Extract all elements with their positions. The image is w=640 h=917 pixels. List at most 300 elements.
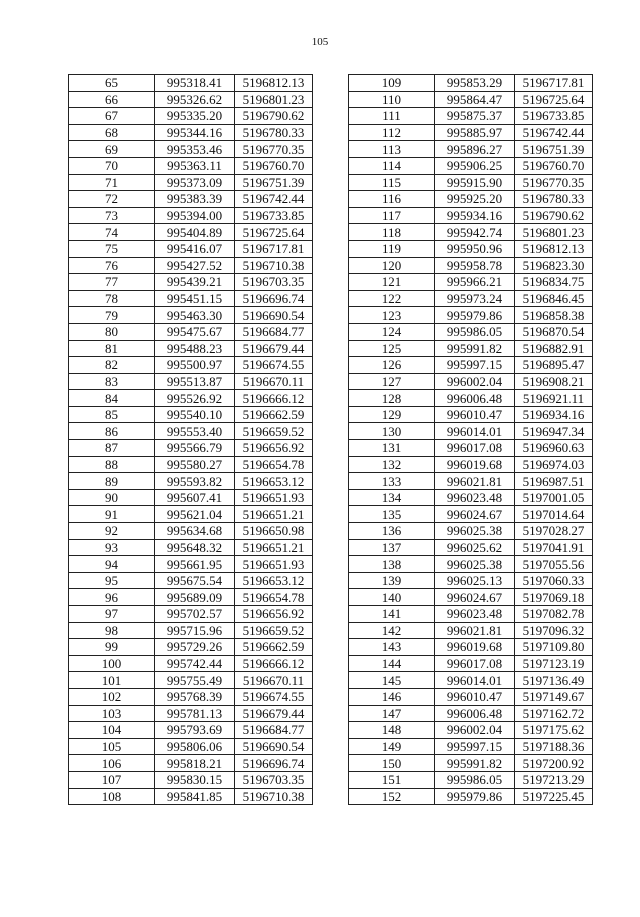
point-number-cell: 119 (349, 240, 435, 257)
table-row (69, 556, 313, 573)
y-coordinate-cell: 5197123.19 (515, 655, 593, 672)
table-row (349, 755, 593, 772)
y-coordinate-cell: 5196654.78 (235, 589, 313, 606)
x-coordinate-cell: 995648.32 (155, 539, 235, 556)
y-coordinate-cell: 5196733.85 (235, 207, 313, 224)
point-number-cell: 106 (69, 755, 155, 772)
table-row (69, 622, 313, 639)
x-coordinate-cell: 995958.78 (435, 257, 515, 274)
point-number-cell: 130 (349, 423, 435, 440)
point-number-cell: 87 (69, 440, 155, 457)
table-row (349, 91, 593, 108)
x-coordinate-cell: 996006.48 (435, 705, 515, 722)
y-coordinate-cell: 5197162.72 (515, 705, 593, 722)
point-number-cell: 146 (349, 688, 435, 705)
y-coordinate-cell: 5196823.30 (515, 257, 593, 274)
table-row (349, 489, 593, 506)
point-number-cell: 89 (69, 473, 155, 490)
table-row (349, 75, 593, 92)
y-coordinate-cell: 5196684.77 (235, 323, 313, 340)
point-number-cell: 132 (349, 456, 435, 473)
y-coordinate-cell: 5196725.64 (235, 224, 313, 241)
x-coordinate-cell: 995353.46 (155, 141, 235, 158)
point-number-cell: 103 (69, 705, 155, 722)
y-coordinate-cell: 5196742.44 (515, 124, 593, 141)
x-coordinate-cell: 995580.27 (155, 456, 235, 473)
x-coordinate-cell: 995451.15 (155, 290, 235, 307)
y-coordinate-cell: 5196974.03 (515, 456, 593, 473)
y-coordinate-cell: 5196895.47 (515, 357, 593, 374)
table-row (69, 340, 313, 357)
y-coordinate-cell: 5196653.12 (235, 473, 313, 490)
y-coordinate-cell: 5196710.38 (235, 257, 313, 274)
y-coordinate-cell: 5197213.29 (515, 771, 593, 788)
y-coordinate-cell: 5196656.92 (235, 440, 313, 457)
table-row (69, 406, 313, 423)
point-number-cell: 114 (349, 157, 435, 174)
point-number-cell: 79 (69, 307, 155, 324)
point-number-cell: 131 (349, 440, 435, 457)
point-number-cell: 142 (349, 622, 435, 639)
point-number-cell: 121 (349, 274, 435, 291)
table-row (349, 240, 593, 257)
table-row (349, 771, 593, 788)
point-number-cell: 81 (69, 340, 155, 357)
y-coordinate-cell: 5196882.91 (515, 340, 593, 357)
point-number-cell: 97 (69, 606, 155, 623)
x-coordinate-cell: 995991.82 (435, 340, 515, 357)
table-row (69, 523, 313, 540)
y-coordinate-cell: 5196717.81 (235, 240, 313, 257)
table-row (69, 473, 313, 490)
table-row (349, 456, 593, 473)
point-number-cell: 115 (349, 174, 435, 191)
x-coordinate-cell: 996002.04 (435, 722, 515, 739)
point-number-cell: 113 (349, 141, 435, 158)
y-coordinate-cell: 5197028.27 (515, 523, 593, 540)
y-coordinate-cell: 5196742.44 (235, 191, 313, 208)
point-number-cell: 100 (69, 655, 155, 672)
y-coordinate-cell: 5196921.11 (515, 390, 593, 407)
point-number-cell: 68 (69, 124, 155, 141)
point-number-cell: 135 (349, 506, 435, 523)
point-number-cell: 140 (349, 589, 435, 606)
x-coordinate-cell: 996019.68 (435, 639, 515, 656)
point-number-cell: 84 (69, 390, 155, 407)
x-coordinate-cell: 996002.04 (435, 373, 515, 390)
x-coordinate-cell: 995841.85 (155, 788, 235, 805)
x-coordinate-cell: 995729.26 (155, 639, 235, 656)
y-coordinate-cell: 5196650.98 (235, 523, 313, 540)
table-row (69, 91, 313, 108)
x-coordinate-cell: 995966.21 (435, 274, 515, 291)
table-row (69, 307, 313, 324)
point-number-cell: 70 (69, 157, 155, 174)
x-coordinate-cell: 996025.62 (435, 539, 515, 556)
y-coordinate-cell: 5196690.54 (235, 307, 313, 324)
table-row (69, 722, 313, 739)
y-coordinate-cell: 5196780.33 (235, 124, 313, 141)
point-number-cell: 65 (69, 75, 155, 92)
x-coordinate-cell: 995416.07 (155, 240, 235, 257)
point-number-cell: 73 (69, 207, 155, 224)
point-number-cell: 90 (69, 489, 155, 506)
y-coordinate-cell: 5196684.77 (235, 722, 313, 739)
x-coordinate-cell: 995806.06 (155, 738, 235, 755)
point-number-cell: 128 (349, 390, 435, 407)
table-row (349, 257, 593, 274)
point-number-cell: 149 (349, 738, 435, 755)
table-row (69, 108, 313, 125)
y-coordinate-cell: 5196679.44 (235, 340, 313, 357)
y-coordinate-cell: 5196858.38 (515, 307, 593, 324)
x-coordinate-cell: 995781.13 (155, 705, 235, 722)
y-coordinate-cell: 5197014.64 (515, 506, 593, 523)
table-row (349, 738, 593, 755)
table-row (69, 688, 313, 705)
x-coordinate-cell: 995906.25 (435, 157, 515, 174)
table-row (349, 589, 593, 606)
x-coordinate-cell: 995526.92 (155, 390, 235, 407)
coordinates-table-right (348, 74, 593, 805)
y-coordinate-cell: 5196760.70 (515, 157, 593, 174)
y-coordinate-cell: 5196908.21 (515, 373, 593, 390)
y-coordinate-cell: 5196770.35 (235, 141, 313, 158)
point-number-cell: 94 (69, 556, 155, 573)
x-coordinate-cell: 995427.52 (155, 257, 235, 274)
x-coordinate-cell: 995344.16 (155, 124, 235, 141)
x-coordinate-cell: 995335.20 (155, 108, 235, 125)
x-coordinate-cell: 995621.04 (155, 506, 235, 523)
point-number-cell: 112 (349, 124, 435, 141)
x-coordinate-cell: 995702.57 (155, 606, 235, 623)
table-row (349, 506, 593, 523)
x-coordinate-cell: 996014.01 (435, 423, 515, 440)
table-row (69, 771, 313, 788)
x-coordinate-cell: 995488.23 (155, 340, 235, 357)
table-row (69, 157, 313, 174)
point-number-cell: 122 (349, 290, 435, 307)
point-number-cell: 75 (69, 240, 155, 257)
y-coordinate-cell: 5196733.85 (515, 108, 593, 125)
y-coordinate-cell: 5196710.38 (235, 788, 313, 805)
x-coordinate-cell: 995925.20 (435, 191, 515, 208)
table-row (349, 572, 593, 589)
y-coordinate-cell: 5197175.62 (515, 722, 593, 739)
y-coordinate-cell: 5196760.70 (235, 157, 313, 174)
point-number-cell: 96 (69, 589, 155, 606)
table-row (349, 722, 593, 739)
point-number-cell: 138 (349, 556, 435, 573)
point-number-cell: 137 (349, 539, 435, 556)
x-coordinate-cell: 995326.62 (155, 91, 235, 108)
point-number-cell: 118 (349, 224, 435, 241)
table-row (349, 440, 593, 457)
x-coordinate-cell: 996010.47 (435, 688, 515, 705)
table-row (349, 390, 593, 407)
table-row (69, 572, 313, 589)
point-number-cell: 88 (69, 456, 155, 473)
y-coordinate-cell: 5196780.33 (515, 191, 593, 208)
x-coordinate-cell: 995513.87 (155, 373, 235, 390)
table-row (349, 191, 593, 208)
y-coordinate-cell: 5197055.56 (515, 556, 593, 573)
y-coordinate-cell: 5197136.49 (515, 672, 593, 689)
table-row (69, 705, 313, 722)
y-coordinate-cell: 5196679.44 (235, 705, 313, 722)
point-number-cell: 150 (349, 755, 435, 772)
x-coordinate-cell: 995818.21 (155, 755, 235, 772)
table-row (69, 124, 313, 141)
y-coordinate-cell: 5196654.78 (235, 456, 313, 473)
table-row (69, 373, 313, 390)
table-row (349, 523, 593, 540)
x-coordinate-cell: 995986.05 (435, 323, 515, 340)
y-coordinate-cell: 5196812.13 (235, 75, 313, 92)
point-number-cell: 105 (69, 738, 155, 755)
point-number-cell: 102 (69, 688, 155, 705)
x-coordinate-cell: 996023.48 (435, 489, 515, 506)
point-number-cell: 99 (69, 639, 155, 656)
y-coordinate-cell: 5196934.16 (515, 406, 593, 423)
x-coordinate-cell: 996024.67 (435, 506, 515, 523)
point-number-cell: 110 (349, 91, 435, 108)
y-coordinate-cell: 5196659.52 (235, 622, 313, 639)
point-number-cell: 129 (349, 406, 435, 423)
table-row (69, 788, 313, 805)
point-number-cell: 85 (69, 406, 155, 423)
x-coordinate-cell: 995675.54 (155, 572, 235, 589)
point-number-cell: 74 (69, 224, 155, 241)
y-coordinate-cell: 5196987.51 (515, 473, 593, 490)
table-row (69, 639, 313, 656)
table-row (349, 357, 593, 374)
point-number-cell: 72 (69, 191, 155, 208)
x-coordinate-cell: 996019.68 (435, 456, 515, 473)
table-row (69, 672, 313, 689)
x-coordinate-cell: 995383.39 (155, 191, 235, 208)
y-coordinate-cell: 5197200.92 (515, 755, 593, 772)
table-row (69, 606, 313, 623)
table-row (349, 157, 593, 174)
x-coordinate-cell: 995934.16 (435, 207, 515, 224)
table-row (69, 390, 313, 407)
y-coordinate-cell: 5196751.39 (235, 174, 313, 191)
table-row (69, 207, 313, 224)
x-coordinate-cell: 995742.44 (155, 655, 235, 672)
table-row (69, 456, 313, 473)
y-coordinate-cell: 5196651.93 (235, 556, 313, 573)
point-number-cell: 93 (69, 539, 155, 556)
x-coordinate-cell: 995566.79 (155, 440, 235, 457)
table-row (349, 622, 593, 639)
table-row (69, 191, 313, 208)
x-coordinate-cell: 995689.09 (155, 589, 235, 606)
y-coordinate-cell: 5197188.36 (515, 738, 593, 755)
x-coordinate-cell: 995439.21 (155, 274, 235, 291)
point-number-cell: 76 (69, 257, 155, 274)
table-row (69, 257, 313, 274)
y-coordinate-cell: 5196834.75 (515, 274, 593, 291)
x-coordinate-cell: 996017.08 (435, 655, 515, 672)
x-coordinate-cell: 995363.11 (155, 157, 235, 174)
table-row (69, 75, 313, 92)
table-row (349, 688, 593, 705)
table-row (349, 473, 593, 490)
y-coordinate-cell: 5196790.62 (515, 207, 593, 224)
x-coordinate-cell: 996010.47 (435, 406, 515, 423)
x-coordinate-cell: 996017.08 (435, 440, 515, 457)
point-number-cell: 82 (69, 357, 155, 374)
x-coordinate-cell: 996021.81 (435, 622, 515, 639)
y-coordinate-cell: 5196662.59 (235, 406, 313, 423)
x-coordinate-cell: 995950.96 (435, 240, 515, 257)
table-row (69, 423, 313, 440)
x-coordinate-cell: 996025.38 (435, 523, 515, 540)
y-coordinate-cell: 5196801.23 (235, 91, 313, 108)
table-row (349, 556, 593, 573)
y-coordinate-cell: 5196670.11 (235, 672, 313, 689)
x-coordinate-cell: 995864.47 (435, 91, 515, 108)
y-coordinate-cell: 5196870.54 (515, 323, 593, 340)
y-coordinate-cell: 5196696.74 (235, 290, 313, 307)
y-coordinate-cell: 5196662.59 (235, 639, 313, 656)
point-number-cell: 145 (349, 672, 435, 689)
point-number-cell: 124 (349, 323, 435, 340)
table-row (349, 788, 593, 805)
table-row (349, 539, 593, 556)
y-coordinate-cell: 5196751.39 (515, 141, 593, 158)
table-row (69, 290, 313, 307)
table-row (349, 290, 593, 307)
x-coordinate-cell: 995997.15 (435, 738, 515, 755)
y-coordinate-cell: 5197109.80 (515, 639, 593, 656)
coordinates-table-left (68, 74, 313, 805)
y-coordinate-cell: 5196651.93 (235, 489, 313, 506)
y-coordinate-cell: 5196651.21 (235, 539, 313, 556)
table-row (349, 141, 593, 158)
point-number-cell: 91 (69, 506, 155, 523)
x-coordinate-cell: 995986.05 (435, 771, 515, 788)
point-number-cell: 151 (349, 771, 435, 788)
x-coordinate-cell: 996021.81 (435, 473, 515, 490)
table-row (349, 108, 593, 125)
x-coordinate-cell: 995318.41 (155, 75, 235, 92)
y-coordinate-cell: 5197069.18 (515, 589, 593, 606)
table-row (349, 124, 593, 141)
y-coordinate-cell: 5197225.45 (515, 788, 593, 805)
point-number-cell: 136 (349, 523, 435, 540)
page-number: 105 (311, 36, 329, 48)
y-coordinate-cell: 5196690.54 (235, 738, 313, 755)
point-number-cell: 83 (69, 373, 155, 390)
x-coordinate-cell: 996024.67 (435, 589, 515, 606)
point-number-cell: 71 (69, 174, 155, 191)
y-coordinate-cell: 5196947.34 (515, 423, 593, 440)
point-number-cell: 134 (349, 489, 435, 506)
x-coordinate-cell: 996025.38 (435, 556, 515, 573)
table-row (69, 489, 313, 506)
x-coordinate-cell: 995853.29 (435, 75, 515, 92)
x-coordinate-cell: 995540.10 (155, 406, 235, 423)
table-row (69, 274, 313, 291)
y-coordinate-cell: 5196725.64 (515, 91, 593, 108)
point-number-cell: 98 (69, 622, 155, 639)
table-row (349, 423, 593, 440)
x-coordinate-cell: 995607.41 (155, 489, 235, 506)
y-coordinate-cell: 5196674.55 (235, 357, 313, 374)
table-row (349, 655, 593, 672)
table-row (349, 174, 593, 191)
table-row (349, 274, 593, 291)
x-coordinate-cell: 995661.95 (155, 556, 235, 573)
y-coordinate-cell: 5197096.32 (515, 622, 593, 639)
point-number-cell: 133 (349, 473, 435, 490)
point-number-cell: 116 (349, 191, 435, 208)
y-coordinate-cell: 5196770.35 (515, 174, 593, 191)
point-number-cell: 144 (349, 655, 435, 672)
y-coordinate-cell: 5197001.05 (515, 489, 593, 506)
y-coordinate-cell: 5196674.55 (235, 688, 313, 705)
table-row (69, 357, 313, 374)
x-coordinate-cell: 996006.48 (435, 390, 515, 407)
x-coordinate-cell: 995875.37 (435, 108, 515, 125)
table-row (69, 589, 313, 606)
point-number-cell: 143 (349, 639, 435, 656)
table-row (69, 323, 313, 340)
table-row (349, 207, 593, 224)
y-coordinate-cell: 5196703.35 (235, 274, 313, 291)
point-number-cell: 152 (349, 788, 435, 805)
y-coordinate-cell: 5196801.23 (515, 224, 593, 241)
x-coordinate-cell: 995885.97 (435, 124, 515, 141)
table-row (69, 539, 313, 556)
x-coordinate-cell: 995394.00 (155, 207, 235, 224)
table-row (69, 440, 313, 457)
x-coordinate-cell: 995404.89 (155, 224, 235, 241)
y-coordinate-cell: 5196659.52 (235, 423, 313, 440)
x-coordinate-cell: 995979.86 (435, 788, 515, 805)
point-number-cell: 86 (69, 423, 155, 440)
y-coordinate-cell: 5197060.33 (515, 572, 593, 589)
x-coordinate-cell: 995463.30 (155, 307, 235, 324)
point-number-cell: 123 (349, 307, 435, 324)
x-coordinate-cell: 995830.15 (155, 771, 235, 788)
x-coordinate-cell: 995979.86 (435, 307, 515, 324)
table-row (349, 224, 593, 241)
table-row (69, 655, 313, 672)
y-coordinate-cell: 5196666.12 (235, 655, 313, 672)
y-coordinate-cell: 5196653.12 (235, 572, 313, 589)
x-coordinate-cell: 995942.74 (435, 224, 515, 241)
point-number-cell: 80 (69, 323, 155, 340)
x-coordinate-cell: 996023.48 (435, 606, 515, 623)
x-coordinate-cell: 995997.15 (435, 357, 515, 374)
x-coordinate-cell: 995755.49 (155, 672, 235, 689)
x-coordinate-cell: 995500.97 (155, 357, 235, 374)
x-coordinate-cell: 995768.39 (155, 688, 235, 705)
x-coordinate-cell: 995991.82 (435, 755, 515, 772)
y-coordinate-cell: 5197041.91 (515, 539, 593, 556)
point-number-cell: 109 (349, 75, 435, 92)
table-row (69, 506, 313, 523)
table-row (349, 373, 593, 390)
x-coordinate-cell: 995553.40 (155, 423, 235, 440)
x-coordinate-cell: 995593.82 (155, 473, 235, 490)
point-number-cell: 101 (69, 672, 155, 689)
point-number-cell: 148 (349, 722, 435, 739)
point-number-cell: 125 (349, 340, 435, 357)
